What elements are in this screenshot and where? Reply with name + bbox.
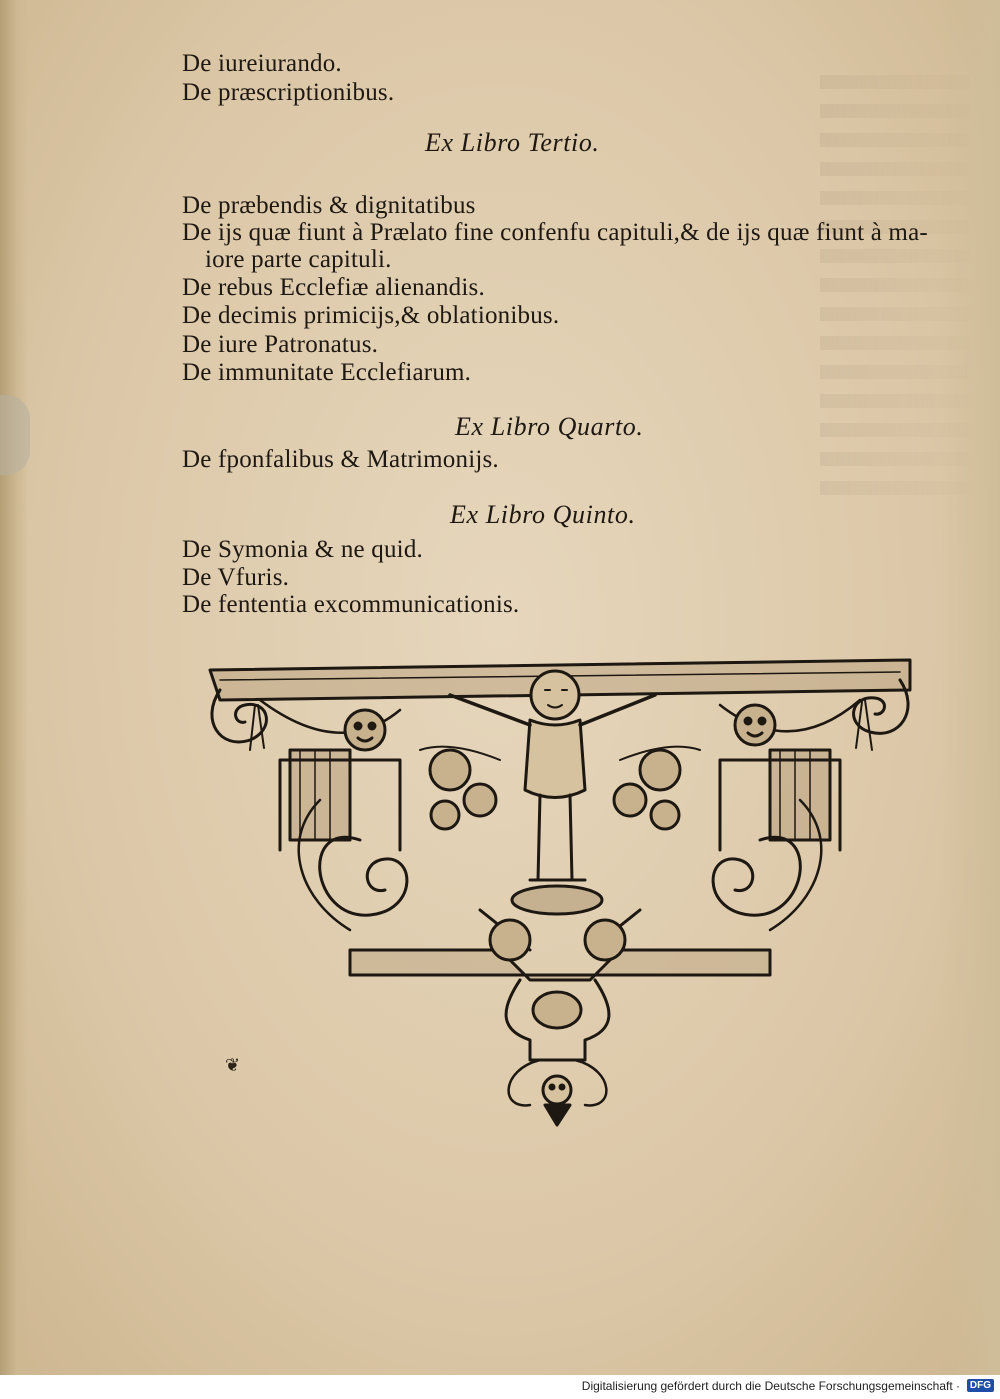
heading-libro-tertio: Ex Libro Tertio.: [425, 128, 600, 157]
entry-de-praebendis: De præbendis & dignitatibus: [182, 192, 476, 219]
binding-tab: [0, 395, 30, 475]
page-gutter: [0, 0, 28, 1375]
dfg-logo-icon: DFG: [967, 1379, 994, 1392]
entry-de-iure-patronatus: De iure Patronatus.: [182, 331, 379, 358]
entry-de-usuris: De Vfuris.: [182, 564, 290, 591]
entry-de-ijs-quae-fiunt: De ijs quæ fiunt à Prælato fine confenfu capituli,& de ijs quæ fiunt à ma-: [182, 219, 928, 246]
digitization-footer: [0, 1375, 1000, 1399]
woodcut-cherub-bracket-ornament: [200, 650, 920, 1130]
heading-libro-quarto: Ex Libro Quarto.: [455, 412, 644, 441]
entry-de-sententia: De fententia excommunicationis.: [182, 591, 520, 618]
entry-de-decimis: De decimis primicijs,& oblationibus.: [182, 302, 560, 329]
entry-de-sponsalibus: De fponfalibus & Matrimonijs.: [182, 446, 499, 473]
entry-de-praescriptionibus: De præscriptionibus.: [182, 79, 395, 106]
entry-de-immunitate: De immunitate Ecclefiarum.: [182, 359, 472, 386]
entry-iore-parte-capituli: iore parte capituli.: [205, 246, 392, 273]
heading-libro-quinto: Ex Libro Quinto.: [450, 500, 636, 529]
entry-de-rebus-ecclesiae: De rebus Ecclefiæ alienandis.: [182, 274, 485, 301]
stray-printer-mark: ❦: [225, 1055, 241, 1075]
entry-de-symonia: De Symonia & ne quid.: [182, 536, 423, 563]
entry-de-iureiurando: De iureiurando.: [182, 50, 342, 77]
show-through-text: [820, 60, 970, 510]
footer-credit: Digitalisierung gefördert durch die Deutsche Forschungsgemeinschaft ·: [581, 1379, 960, 1393]
